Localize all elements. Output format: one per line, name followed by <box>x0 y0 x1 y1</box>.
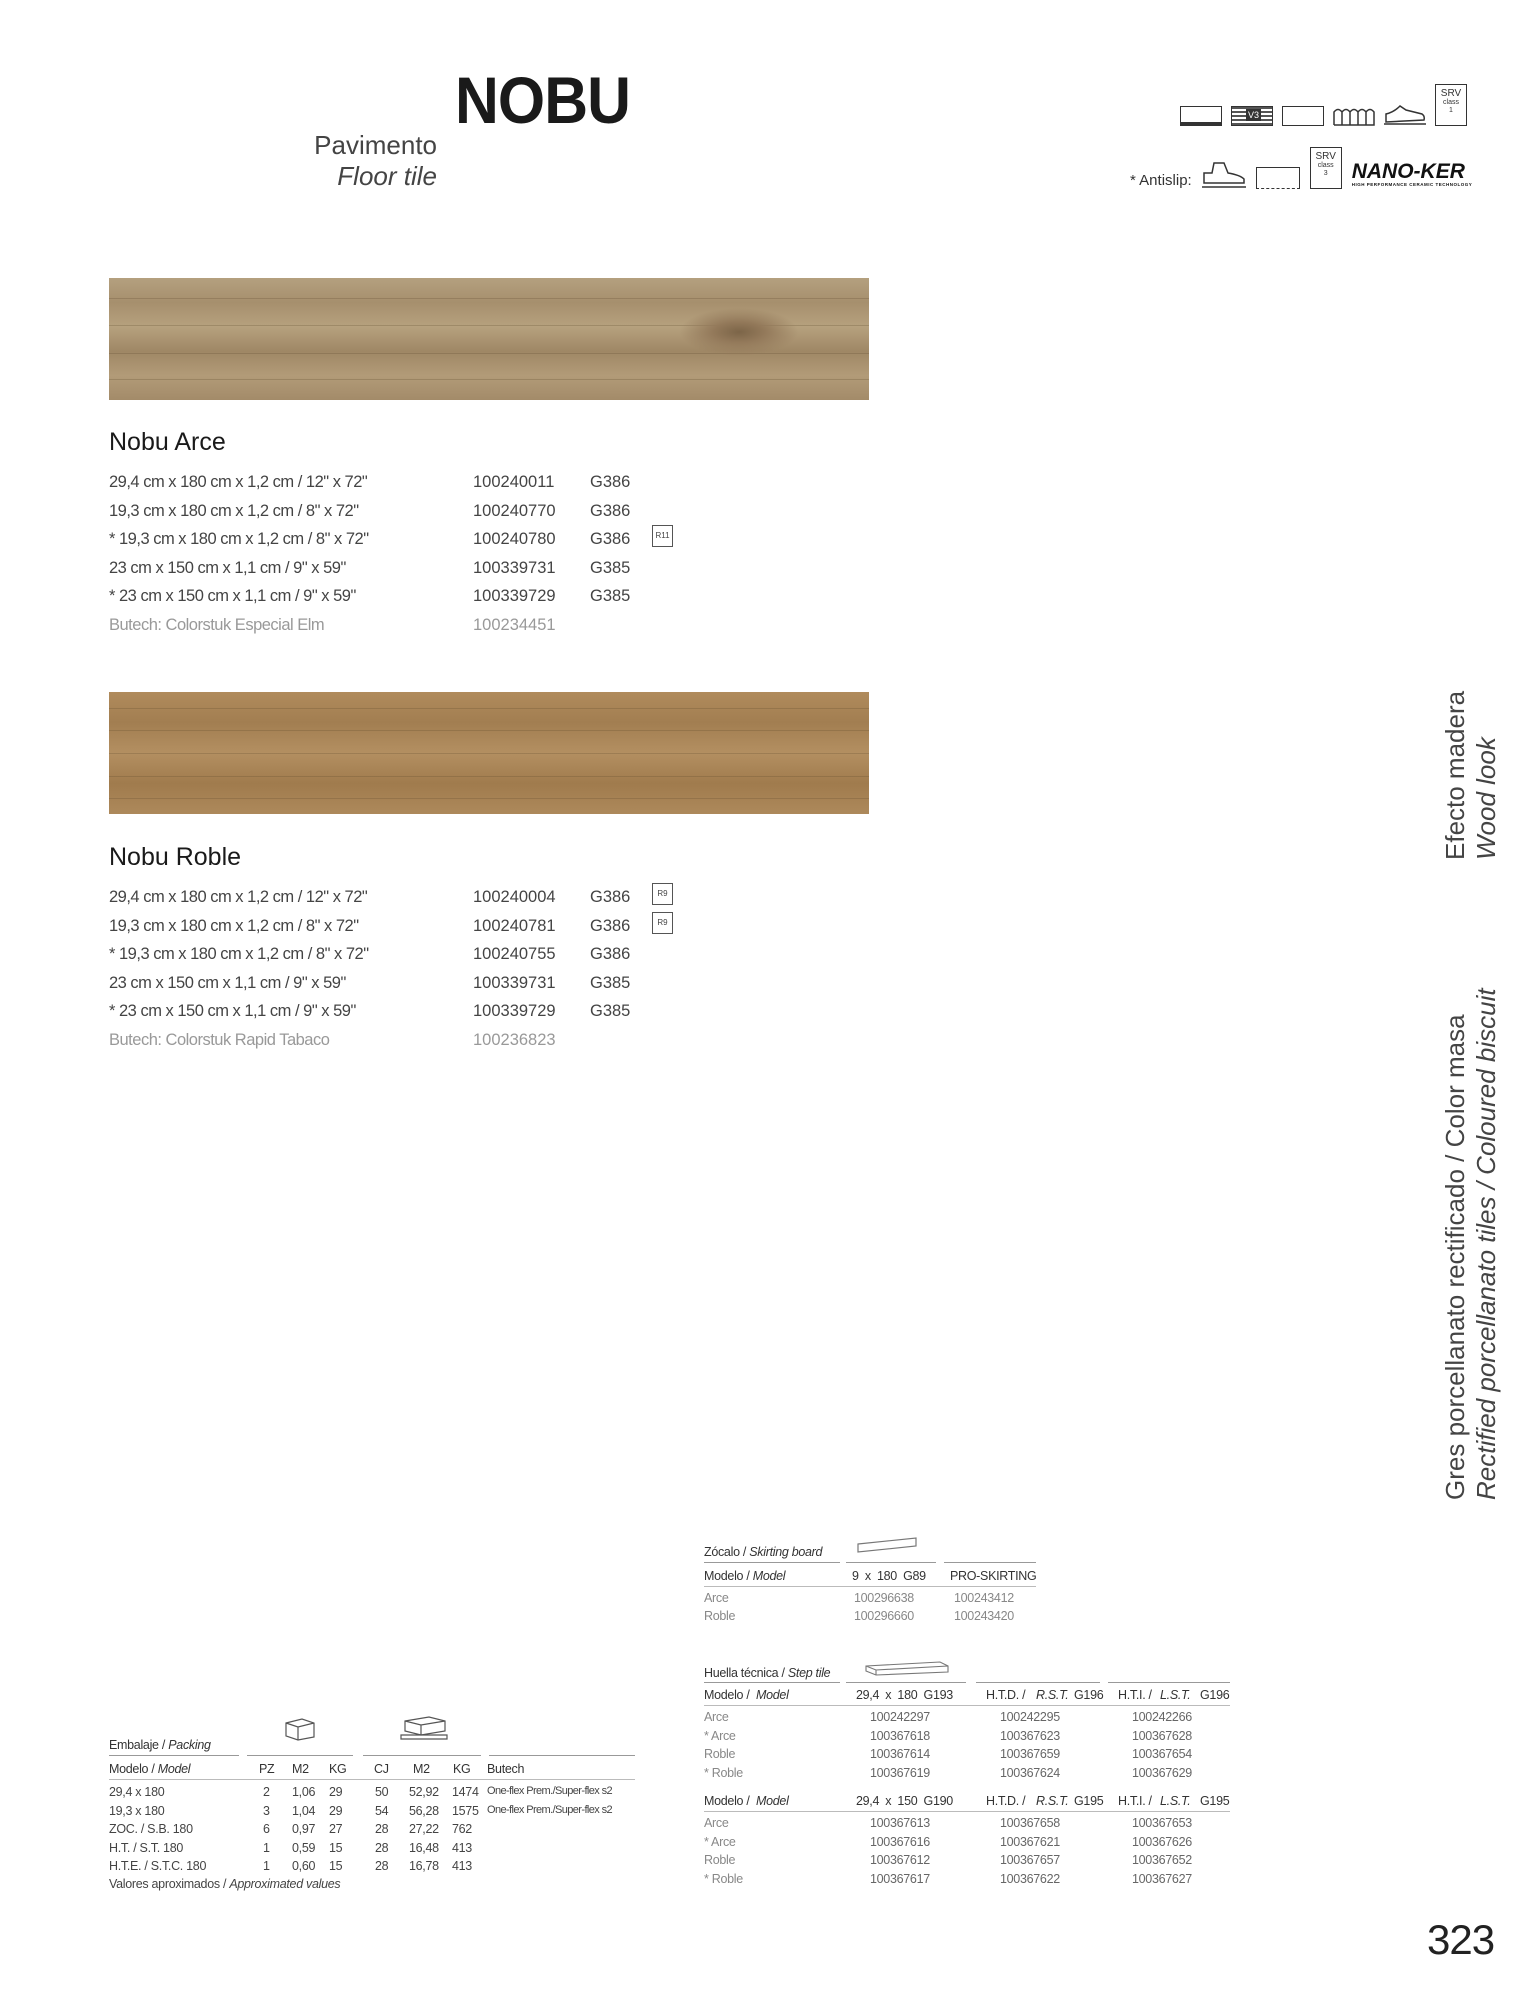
skirting-title <box>704 1545 822 1559</box>
code: 100240781 <box>473 916 556 935</box>
step-cell-c2: 100367658 <box>1000 1816 1060 1830</box>
packing-cell-m2: 1,04 <box>292 1803 316 1818</box>
slip-rating-badge: R9 <box>652 883 673 905</box>
size: 29,4 cm x 180 cm x 1,2 cm / 12" x 72" <box>109 473 368 491</box>
packing-cell-cj: 28 <box>375 1859 389 1873</box>
box-icon <box>284 1715 316 1746</box>
butech-label: Butech: Colorstuk Rapid Tabaco <box>109 1030 330 1049</box>
slip-rating-badge: R11 <box>652 525 673 547</box>
code: 100339731 <box>473 558 556 577</box>
tile-image-nobu-arce <box>109 278 869 400</box>
step-cell-c2: 100367657 <box>1000 1853 1060 1867</box>
packing-cell-kg: 15 <box>329 1859 343 1873</box>
step-cell-c2: 100367624 <box>1000 1765 1060 1780</box>
footnote-es: Valores aproximados / <box>109 1877 227 1891</box>
v3-shade-icon <box>1231 106 1273 126</box>
packing-header-butech: Butech <box>487 1762 525 1776</box>
step-cell-c1: 100367613 <box>870 1816 930 1830</box>
srv-class-badge <box>1435 84 1467 126</box>
packing-table <box>109 1715 639 1895</box>
step-cell-c1: 100242297 <box>870 1710 930 1724</box>
side-label-es: Efecto madera <box>1440 690 1470 860</box>
packing-header-kgb: KG <box>453 1762 471 1776</box>
packing-header-model <box>109 1762 190 1776</box>
skirting-row-code: 100243420 <box>954 1609 1014 1623</box>
code: 100339729 <box>473 1002 556 1020</box>
skirting-header-9x180: 9 x 180 G89 <box>852 1569 926 1583</box>
slip-rating-badge: R9 <box>652 912 673 934</box>
packing-cell-m2b: 16,48 <box>409 1840 439 1855</box>
packing-cell-kgb: 413 <box>452 1859 472 1873</box>
header-model-es: Modelo / <box>109 1762 155 1776</box>
step-cell-c3: 100242266 <box>1132 1710 1192 1724</box>
step-cell-c3: 100367627 <box>1132 1871 1192 1886</box>
packing-cell-model: ZOC. / S.B. 180 <box>109 1822 193 1836</box>
step-cell-model: * Arce <box>704 1728 736 1743</box>
srv-label: SRV <box>1440 88 1462 99</box>
skirting-row-code: 100296660 <box>854 1609 914 1623</box>
page-title: NOBU <box>455 63 631 137</box>
packing-footnote <box>109 1877 340 1891</box>
step-title-es: Huella técnica / <box>704 1666 785 1680</box>
packing-cell-model: 29,4 x 180 <box>109 1785 165 1799</box>
skirting-table <box>704 1536 1044 1626</box>
butech-label: Butech: Colorstuk Especial Elm <box>109 615 325 634</box>
packing-cell-m2: 0,59 <box>292 1840 316 1855</box>
skirting-row-model: Roble <box>704 1609 736 1623</box>
skirting-header-pro: PRO-SKIRTING <box>950 1569 1037 1583</box>
skirting-title-es: Zócalo / <box>704 1545 747 1559</box>
step-tile-icon <box>864 1660 950 1681</box>
antislip-label: * Antislip: <box>1130 172 1192 189</box>
packing-cell-model: H.T. / S.T. 180 <box>109 1840 184 1855</box>
step-cell-model: * Arce <box>704 1834 736 1849</box>
side-label-en: Rectified porcellanato tiles / Coloured biscuit <box>1471 988 1501 1500</box>
side-label-en: Wood look <box>1471 737 1501 860</box>
packing-cell-kg: 29 <box>329 1785 343 1799</box>
step-header-model-es: Modelo / <box>704 1794 750 1808</box>
technical-icons-row <box>1180 84 1467 126</box>
packing-cell-m2b: 52,92 <box>409 1785 439 1799</box>
step-cell-c3: 100367653 <box>1132 1816 1192 1830</box>
packing-cell-pz: 1 <box>263 1859 270 1873</box>
packing-cell-m2: 0,97 <box>292 1822 316 1836</box>
subtitle-english: Floor tile <box>337 161 437 191</box>
packing-cell-kg: 15 <box>329 1840 343 1855</box>
code: 100339729 <box>473 587 556 605</box>
skirting-row-model: Arce <box>704 1591 729 1605</box>
antislip-row <box>1130 146 1472 189</box>
code: 100240780 <box>473 530 556 548</box>
skirting-row-code: 100296638 <box>854 1591 914 1605</box>
g-code: G386 <box>590 945 631 963</box>
size: 23 cm x 150 cm x 1,1 cm / 9" x 59" <box>109 973 346 992</box>
footnote-en: Approximated values <box>229 1877 341 1891</box>
g-code: G386 <box>590 501 631 520</box>
step-cell-c2: 100367621 <box>1000 1834 1060 1849</box>
header-model-es: Modelo / <box>704 1569 750 1583</box>
step-title <box>704 1666 830 1680</box>
packing-cell-pz: 1 <box>263 1840 270 1855</box>
step-cell-c1: 100367616 <box>870 1834 930 1849</box>
step-header-hti: H.T.I. / <box>1118 1688 1152 1702</box>
bevel-edge-icon <box>1180 106 1222 126</box>
foot-traffic-icon <box>1384 102 1426 126</box>
srv-class-label: class <box>1443 99 1459 106</box>
packing-cell-pz: 3 <box>263 1803 270 1818</box>
step-cell-model: Arce <box>704 1710 729 1724</box>
tile-image-nobu-roble <box>109 692 869 814</box>
v3-label: V3 <box>1248 110 1260 120</box>
size: 19,3 cm x 180 cm x 1,2 cm / 8" x 72" <box>109 501 359 520</box>
step-header-size: 29,4 x 150 G190 <box>856 1794 953 1808</box>
size: * 23 cm x 150 cm x 1,1 cm / 9" x 59" <box>109 1002 356 1020</box>
size: 29,4 cm x 180 cm x 1,2 cm / 12" x 72" <box>109 888 368 906</box>
size: * 19,3 cm x 180 cm x 1,2 cm / 8" x 72" <box>109 530 369 548</box>
step-header-size: 29,4 x 180 G193 <box>856 1688 953 1702</box>
step-cell-c1: 100367618 <box>870 1728 930 1743</box>
packing-cell-model: 19,3 x 180 <box>109 1803 165 1818</box>
step-cell-c2: 100367659 <box>1000 1747 1060 1761</box>
packing-cell-kgb: 413 <box>452 1840 472 1855</box>
step-cell-c1: 100367617 <box>870 1871 930 1886</box>
code: 100240004 <box>473 888 556 906</box>
step-header-g-right: G196 <box>1074 1688 1104 1702</box>
code: 100240755 <box>473 945 556 963</box>
skirting-board-icon <box>856 1536 918 1559</box>
g-code: G386 <box>590 916 631 935</box>
frost-resistant-icon <box>1333 106 1375 126</box>
packing-cell-cj: 50 <box>375 1785 389 1799</box>
g-code: G386 <box>590 473 631 491</box>
packing-cell-m2b: 27,22 <box>409 1822 439 1836</box>
packing-header-pz: PZ <box>259 1762 275 1776</box>
step-header-htd: H.T.D. / <box>986 1688 1026 1702</box>
step-cell-model: Roble <box>704 1853 736 1867</box>
step-header-htd: H.T.D. / <box>986 1794 1026 1808</box>
packing-cell-kgb: 1474 <box>452 1785 479 1799</box>
code: 100240770 <box>473 501 556 520</box>
step-tile-table <box>704 1660 1234 1890</box>
srv-class-number-bottom: 3 <box>1323 169 1328 177</box>
skirting-row-code: 100243412 <box>954 1591 1014 1605</box>
packing-cell-m2b: 56,28 <box>409 1803 439 1818</box>
packing-cell-kg: 29 <box>329 1803 343 1818</box>
step-cell-c2: 100367622 <box>1000 1871 1060 1886</box>
butech-code: 100236823 <box>473 1030 556 1049</box>
product-name-nobu-arce: Nobu Arce <box>109 428 226 456</box>
header-model-en: Model <box>157 1762 191 1776</box>
step-cell-c1: 100367614 <box>870 1747 930 1761</box>
skirting-title-en: Skirting board <box>749 1545 823 1559</box>
size: * 19,3 cm x 180 cm x 1,2 cm / 8" x 72" <box>109 945 369 963</box>
step-cell-c2: 100367623 <box>1000 1728 1060 1743</box>
header-model-en: Model <box>752 1569 786 1583</box>
step-header-lst: L.S.T. <box>1160 1688 1191 1702</box>
size: 23 cm x 150 cm x 1,1 cm / 9" x 59" <box>109 558 346 577</box>
packing-cell-cj: 28 <box>375 1822 389 1836</box>
packing-cell-model: H.T.E. / S.T.C. 180 <box>109 1859 207 1873</box>
product-name-nobu-roble: Nobu Roble <box>109 843 242 871</box>
side-label-es: Gres porcellanato rectificado / Color masa <box>1440 1014 1470 1500</box>
g-code: G385 <box>590 587 631 605</box>
packing-header-m2: M2 <box>292 1762 309 1776</box>
step-cell-c3: 100367628 <box>1132 1728 1192 1743</box>
g-code: G385 <box>590 1002 631 1020</box>
packing-cell-kgb: 1575 <box>452 1803 479 1818</box>
packing-header-m2b: M2 <box>413 1762 430 1776</box>
pallet-icon <box>399 1715 449 1746</box>
step-cell-model: * Roble <box>704 1765 743 1780</box>
g-code: G386 <box>590 888 631 906</box>
srv-label-bottom: SRV <box>1315 150 1336 162</box>
packing-title <box>109 1738 211 1752</box>
step-cell-c1: 100367612 <box>870 1853 930 1867</box>
packing-cell-butech: One-flex Prem./Super-flex s2 <box>487 1785 613 1797</box>
antislip-shoe-icon <box>1202 159 1246 189</box>
packing-cell-kgb: 762 <box>452 1822 472 1836</box>
packing-cell-kg: 27 <box>329 1822 343 1836</box>
step-header-rst: R.S.T. <box>1036 1794 1069 1808</box>
step-cell-model: * Roble <box>704 1871 743 1886</box>
step-header-g-right: G195 <box>1074 1794 1104 1808</box>
g-code: G385 <box>590 558 631 577</box>
step-title-en: Step tile <box>787 1666 831 1680</box>
step-header-hti: H.T.I. / <box>1118 1794 1152 1808</box>
packing-cell-butech: One-flex Prem./Super-flex s2 <box>487 1803 613 1816</box>
packing-cell-m2: 1,06 <box>292 1785 316 1799</box>
nanoker-tagline: HIGH PERFORMANCE CERAMIC TECHNOLOGY <box>1351 182 1473 187</box>
step-cell-c1: 100367619 <box>870 1765 930 1780</box>
srv-class-number: 1 <box>1449 107 1453 114</box>
nanoker-logo <box>1352 162 1473 187</box>
step-header-g-left: G196 <box>1200 1688 1230 1702</box>
g-code: G386 <box>590 530 631 548</box>
step-cell-model: Arce <box>704 1816 729 1830</box>
step-cell-c3: 100367654 <box>1132 1747 1192 1761</box>
srv-class-3-badge <box>1310 147 1342 189</box>
packing-header-cj: CJ <box>374 1762 389 1776</box>
step-cell-model: Roble <box>704 1747 736 1761</box>
packing-title-en: Packing <box>168 1738 211 1752</box>
side-label-porcellanato <box>1440 988 1502 1500</box>
step-header-model-en: Model <box>756 1794 789 1808</box>
packing-header-kg: KG <box>329 1762 347 1776</box>
subtitle-spanish: Pavimento <box>314 130 437 160</box>
step-cell-c3: 100367652 <box>1132 1853 1192 1867</box>
step-cell-c3: 100367626 <box>1132 1834 1192 1849</box>
packing-cell-cj: 28 <box>375 1840 389 1855</box>
packing-cell-cj: 54 <box>375 1803 389 1818</box>
size: 19,3 cm x 180 cm x 1,2 cm / 8" x 72" <box>109 916 359 935</box>
packing-cell-pz: 2 <box>263 1785 270 1799</box>
skirting-header-model <box>704 1569 785 1583</box>
code: 100240011 <box>473 473 555 491</box>
g-code: G385 <box>590 973 631 992</box>
step-header-rst: R.S.T. <box>1036 1688 1069 1702</box>
rectified-edge-icon <box>1282 106 1324 126</box>
size: * 23 cm x 150 cm x 1,1 cm / 9" x 59" <box>109 587 356 605</box>
side-label-wood-look <box>1440 691 1502 860</box>
step-header-lst: L.S.T. <box>1160 1794 1191 1808</box>
packing-title-es: Embalaje / <box>109 1738 166 1752</box>
antislip-surface-icon <box>1256 167 1300 189</box>
packing-cell-m2: 0,60 <box>292 1859 316 1873</box>
step-header-model-es: Modelo / <box>704 1688 750 1702</box>
code: 100339731 <box>473 973 556 992</box>
step-cell-c3: 100367629 <box>1132 1765 1192 1780</box>
packing-cell-pz: 6 <box>263 1822 270 1836</box>
page-number: 323 <box>1427 1916 1495 1963</box>
packing-cell-m2b: 16,78 <box>409 1859 439 1873</box>
step-header-model-en: Model <box>756 1688 789 1702</box>
srv-class-label-bottom: class <box>1317 161 1334 169</box>
step-cell-c2: 100242295 <box>1000 1710 1060 1724</box>
nanoker-brand: NANO-KER <box>1351 160 1465 183</box>
step-header-g-left: G195 <box>1200 1794 1230 1808</box>
butech-code: 100234451 <box>473 615 556 634</box>
